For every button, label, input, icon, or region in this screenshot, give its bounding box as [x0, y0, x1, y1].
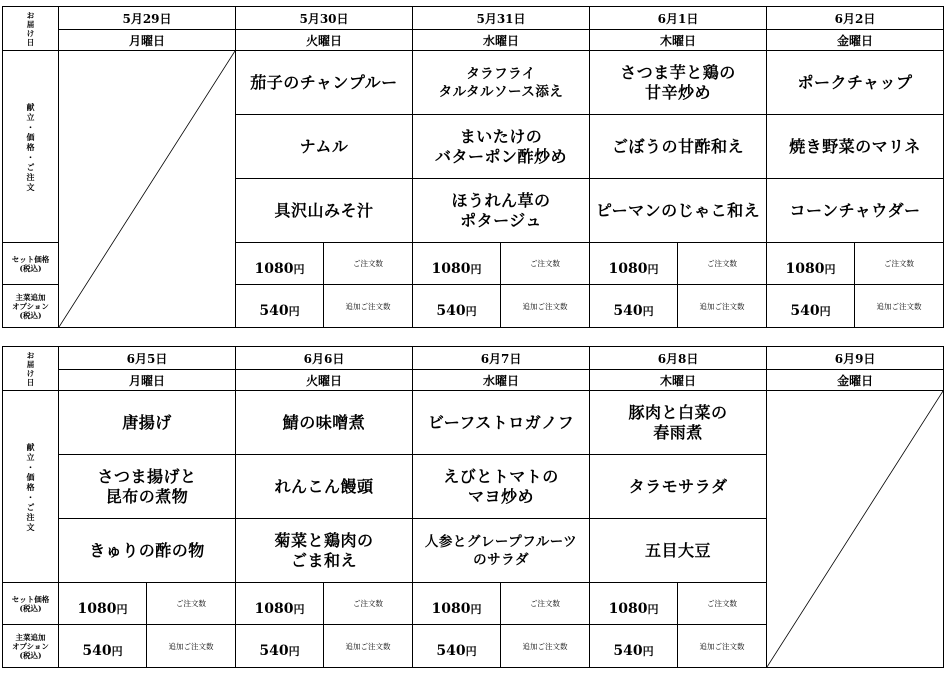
add-order-count-field[interactable]: 追加ご注文数	[324, 285, 413, 328]
order-count-field[interactable]: ご注文数	[324, 243, 413, 285]
add-order-count-field[interactable]: 追加ご注文数	[501, 285, 590, 328]
option-price-value: 540円	[590, 625, 678, 668]
add-order-count-field[interactable]: 追加ご注文数	[678, 285, 767, 328]
dish-cell	[413, 51, 590, 115]
weekday-cell: 金曜日	[767, 370, 944, 391]
dish-name: ポークチャップ	[797, 72, 913, 92]
date-cell: 5月29日	[59, 7, 236, 30]
dish-name: さつま揚げと 昆布の煮物	[97, 466, 197, 506]
dish-cell	[767, 179, 944, 243]
weekday-cell: 火曜日	[236, 30, 413, 51]
order-count-field[interactable]: ご注文数	[501, 583, 590, 625]
option-price-value: 540円	[590, 285, 678, 328]
set-price-label: セット価格 (税込)	[3, 243, 59, 285]
date-cell: 6月7日	[413, 347, 590, 370]
date-cell: 6月6日	[236, 347, 413, 370]
order-count-field[interactable]: ご注文数	[324, 583, 413, 625]
dish-cell	[413, 115, 590, 179]
dish-name: 豚肉と白菜の 春雨煮	[628, 402, 728, 442]
dish-cell	[59, 519, 236, 583]
dish-cell	[590, 51, 767, 115]
dish-cell	[236, 519, 413, 583]
no-service-cell	[59, 51, 236, 328]
set-price-value: 1080円	[590, 583, 678, 625]
dish-cell	[236, 179, 413, 243]
dish-cell	[767, 115, 944, 179]
dish-name: ナムル	[299, 136, 349, 156]
dish-name: 茄子のチャンプルー	[250, 72, 398, 92]
order-count-field[interactable]: ご注文数	[678, 583, 767, 625]
dish-name: ごぼうの甘酢和え	[612, 136, 745, 156]
weekday-cell: 木曜日	[590, 370, 767, 391]
dish-cell	[767, 51, 944, 115]
menu-price-order-label: 献 立 ・ 価 格 ・ ご 注 文	[3, 391, 59, 583]
dish-cell	[236, 115, 413, 179]
dish-cell	[590, 179, 767, 243]
dish-cell	[590, 455, 767, 519]
order-count-field[interactable]: ご注文数	[678, 243, 767, 285]
date-cell: 6月8日	[590, 347, 767, 370]
dish-name: れんこん饅頭	[274, 476, 374, 496]
dish-cell	[413, 391, 590, 455]
date-cell: 6月2日	[767, 7, 944, 30]
option-price-value: 540円	[59, 625, 147, 668]
date-cell: 6月5日	[59, 347, 236, 370]
weekday-cell: 月曜日	[59, 370, 236, 391]
delivery-date-label: お 届 け 日	[3, 347, 59, 391]
date-cell: 5月31日	[413, 7, 590, 30]
dish-name: まいたけの バターポン酢炒め	[434, 126, 567, 166]
dish-cell	[59, 455, 236, 519]
set-price-value: 1080円	[767, 243, 855, 285]
week2-menu-table	[2, 346, 944, 668]
dish-name: タラモサラダ	[628, 476, 728, 496]
option-price-value: 540円	[413, 285, 501, 328]
dish-cell	[590, 115, 767, 179]
dish-cell	[236, 51, 413, 115]
main-option-label: 主菜追加 オプション (税込)	[3, 625, 59, 668]
set-price-value: 1080円	[413, 583, 501, 625]
set-price-value: 1080円	[236, 583, 324, 625]
main-option-label: 主菜追加 オプション (税込)	[3, 285, 59, 328]
add-order-count-field[interactable]: 追加ご注文数	[147, 625, 236, 668]
no-service-cell	[767, 391, 944, 668]
order-count-field[interactable]: ご注文数	[855, 243, 944, 285]
weekday-cell: 木曜日	[590, 30, 767, 51]
dish-cell	[590, 391, 767, 455]
weekday-cell: 火曜日	[236, 370, 413, 391]
weekday-cell: 水曜日	[413, 30, 590, 51]
option-price-value: 540円	[236, 285, 324, 328]
add-order-count-field[interactable]: 追加ご注文数	[324, 625, 413, 668]
delivery-date-label: お 届 け 日	[3, 7, 59, 51]
order-count-field[interactable]: ご注文数	[501, 243, 590, 285]
dish-name: ピーマンのじゃこ和え	[595, 200, 761, 220]
option-price-value: 540円	[236, 625, 324, 668]
dish-name: きゅりの酢の物	[89, 540, 205, 560]
add-order-count-field[interactable]: 追加ご注文数	[855, 285, 944, 328]
order-count-field[interactable]: ご注文数	[147, 583, 236, 625]
dish-name: えびとトマトの マヨ炒め	[443, 466, 559, 506]
option-price-value: 540円	[413, 625, 501, 668]
weekday-cell: 月曜日	[59, 30, 236, 51]
option-price-value: 540円	[767, 285, 855, 328]
dish-cell	[236, 391, 413, 455]
date-cell: 6月9日	[767, 347, 944, 370]
dish-name: コーンチャウダー	[789, 200, 921, 220]
dish-name: ほうれん草の ポタージュ	[451, 190, 551, 230]
dish-name: さつま芋と鶏の 甘辛炒め	[620, 62, 736, 102]
weekday-cell: 水曜日	[413, 370, 590, 391]
dish-cell	[413, 179, 590, 243]
set-price-value: 1080円	[59, 583, 147, 625]
dish-cell	[413, 519, 590, 583]
weekday-cell: 金曜日	[767, 30, 944, 51]
dish-name: 具沢山みそ汁	[274, 200, 374, 220]
dish-name: 鯖の味噌煮	[282, 412, 366, 432]
set-price-value: 1080円	[413, 243, 501, 285]
week1-menu-table	[2, 6, 944, 328]
dish-name: ビーフストロガノフ	[427, 412, 575, 432]
dish-name: 菊菜と鶏肉の ごま和え	[274, 530, 374, 570]
dish-name: 焼き野菜のマリネ	[789, 136, 921, 156]
dish-name: タラフライ タルタルソース添え	[438, 65, 564, 100]
dish-cell	[59, 391, 236, 455]
menu-price-order-label: 献 立 ・ 価 格 ・ ご 注 文	[3, 51, 59, 243]
add-order-count-field[interactable]: 追加ご注文数	[501, 625, 590, 668]
dish-name: 人参とグレープフルーツ のサラダ	[424, 533, 578, 568]
set-price-label: セット価格 (税込)	[3, 583, 59, 625]
date-cell: 6月1日	[590, 7, 767, 30]
set-price-value: 1080円	[236, 243, 324, 285]
add-order-count-field[interactable]: 追加ご注文数	[678, 625, 767, 668]
dish-cell	[590, 519, 767, 583]
date-cell: 5月30日	[236, 7, 413, 30]
dish-cell	[413, 455, 590, 519]
dish-cell	[236, 455, 413, 519]
set-price-value: 1080円	[590, 243, 678, 285]
dish-name: 唐揚げ	[122, 412, 172, 432]
dish-name: 五目大豆	[645, 540, 712, 560]
